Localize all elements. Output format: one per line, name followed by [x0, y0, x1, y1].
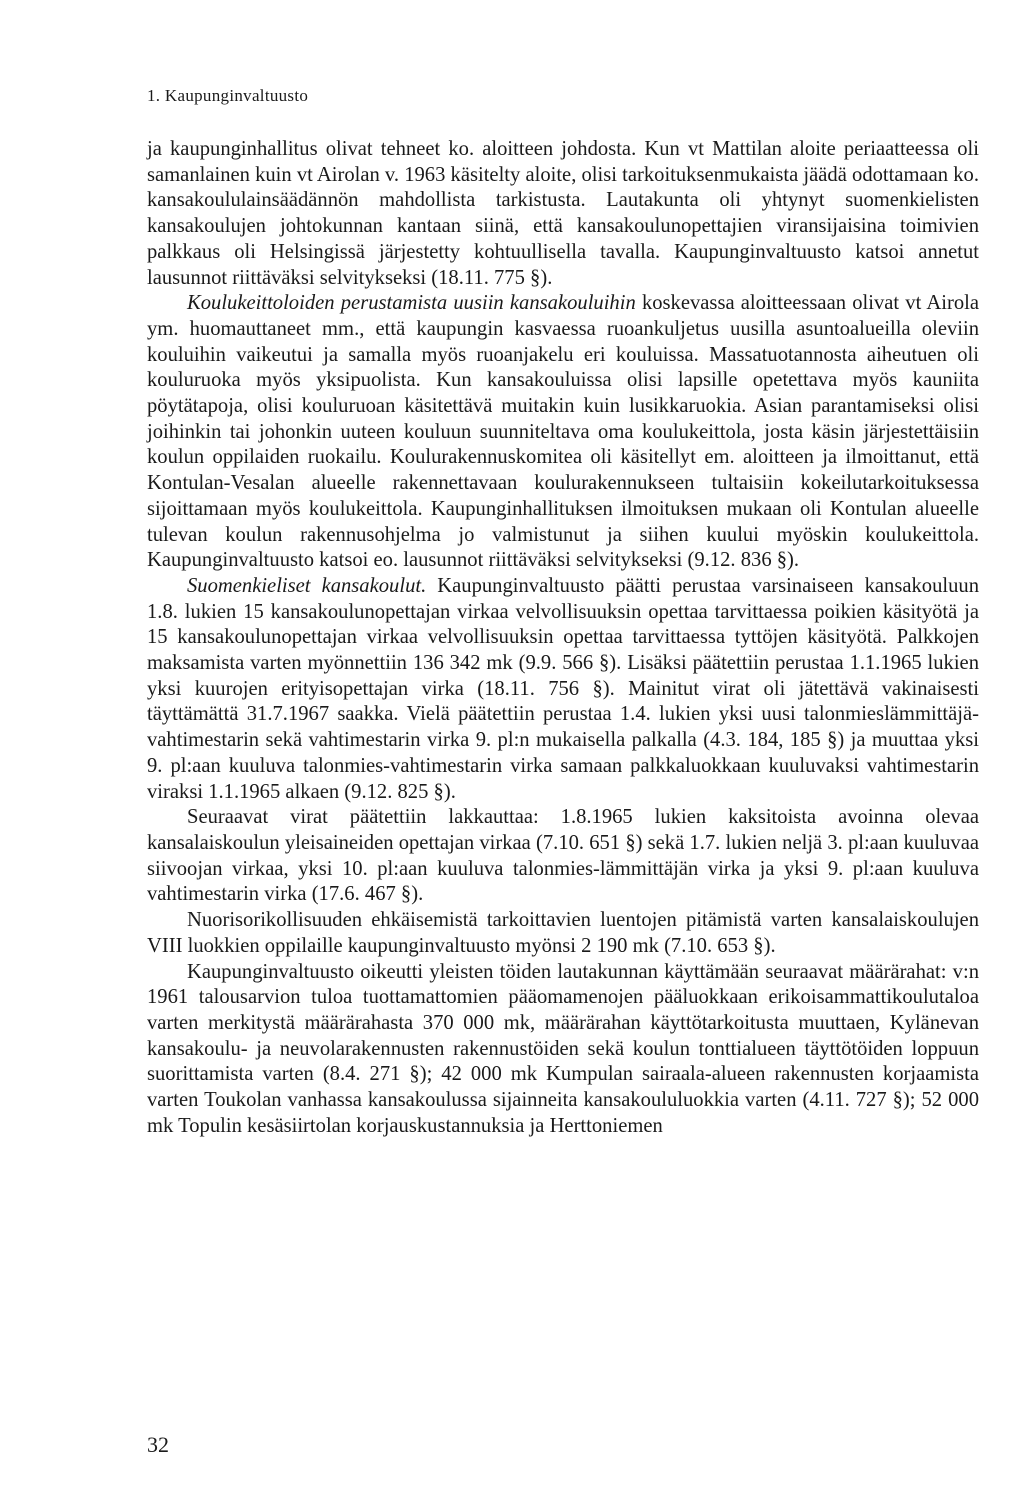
paragraph — [147, 291, 979, 574]
paragraph — [147, 574, 979, 805]
paragraph-text: Kaupunginvaltuusto päätti perustaa varsinaiseen kansakouluun 1.8. lukien 15 kansakoulunopettajan virkaa velvollisuuksin opettaa tarvittaessa poikien käsityötä ja 15 kansakoulunopettajan virkaa velvollisuuksin opettaa tarvittaessa tyttöjen käsityötä. Palkkojen maksamista varten myönnettiin 136 342 mk (9.9. 566 §). Lisäksi päätettiin perustaa 1.1.1965 lukien yksi kuurojen erityisopettajan virka (18.11. 756 §). Mainitut virat oli jätettävä vakinaisesti täyttämättä 31.7.1967 saakka. Vielä päätettiin perustaa 1.4. lukien yksi uusi talonmieslämmittäjä-vahtimestarin sekä vahtimestarin virka 9. pl:n mukaisella palkalla (4.3. 184, 185 §) ja muuttaa yksi 9. pl:aan kuuluva talonmies-vahtimestarin virka samaan palkkaluokkaan kuuluvaksi vahtimestarin viraksi 1.1.1965 alkaen (9.12. 825 §). — [147, 574, 979, 803]
paragraph — [147, 960, 979, 1140]
page-number: 32 — [147, 1432, 169, 1457]
section-heading: Suomenkieliset kansakoulut. — [187, 574, 427, 597]
paragraph — [147, 805, 979, 908]
body-text — [147, 137, 979, 1139]
paragraph-text: Nuorisorikollisuuden ehkäisemistä tarkoittavien luentojen pitämistä varten kansalaiskoulujen VIII luokkien oppilaille kaupunginvaltuusto myönsi 2 190 mk (7.10. 653 §). — [147, 909, 979, 957]
paragraph — [147, 908, 979, 959]
section-heading: Koulukeittoloiden perustamista uusiin kansakouluihin — [187, 292, 636, 315]
running-head: 1. Kaupunginvaltuusto — [147, 86, 309, 105]
paragraph-text: Kaupunginvaltuusto oikeutti yleisten töiden lautakunnan käyttämään seuraavat määrärahat: v:n 1961 talousarvion tuloa tuottamattomien pääomamenojen pääluokkaan erikoisammattikoulutaloa varten merkitystä määrärahasta 370 000 mk, määrärahan käyttötarkoitusta muuttaen, Kylänevan kansakoulu- ja neuvolarakennusten rakennustöiden sekä koulun tonttialueen täyttötöiden loppuun suorittamista varten (8.4. 271 §); 42 000 mk Kumpulan sairaala-alueen rakennusten korjaamista varten Toukolan vanhassa kansakoulussa sijainneita kansakoululuokkia varten (4.11. 727 §); 52 000 mk Topulin kesäsiirtolan korjauskustannuksia ja Herttoniemen — [147, 960, 979, 1137]
paragraph-text: ja kaupunginhallitus olivat tehneet ko. aloitteen johdosta. Kun vt Mattilan aloite periaatteessa oli samanlainen kuin vt Airolan v. 1963 käsitelty aloite, olisi tarkoituksenmukaista jäädä odottamaan ko. kansakoululainsäädännön mahdollista tarkistusta. Lautakunta oli yhtynyt suomenkielisten kansakoulujen johtokunnan kantaan siinä, että kansakoulunopettajien viransijaisina toimivien palkkaus oli Helsingissä järjestetty kohtuullisella tavalla. Kaupunginvaltuusto katsoi annetut lausunnot riittäväksi selvitykseksi (18.11. 775 §). — [147, 138, 979, 289]
paragraph-text: koskevassa aloitteessaan olivat vt Airola ym. huomauttaneet mm., että kaupungin kasvaessa ruoankuljetus uusilla asuntoalueilla oleviin kouluihin vaikeutui ja samalla myös ruoanjakelu eri kouluissa. Massatuotannosta aiheutuen oli kouluruoka myös yksipuolista. Kun kansakouluissa olisi lapsille opetettava myös kauniita pöytätapoja, olisi kouluruoan käsitettävä muitakin kuin lusikkaruokia. Asian parantamiseksi olisi joihinkin tai johonkin uuteen kouluun suunniteltava oma koulukeittola, josta käsin järjestettäisiin koulun oppilaiden ruokailu. Koulurakennuskomitea oli käsitellyt em. aloitteen ja ilmoittanut, että Kontulan-Vesalan alueelle rakennettavaan koulurakennukseen tultaisiin kokeilutarkoituksessa sijoittamaan myös koulukeittola. Kaupunginhallituksen ilmoituksen mukaan oli Kontulan alueelle tulevan koulun rakennusohjelma jo valmistunut ja siihen kuului myöskin koulukeittola. Kaupunginvaltuusto katsoi eo. lausunnot riittäväksi selvitykseksi (9.12. 836 §). — [147, 292, 979, 572]
paragraph-text: Seuraavat virat päätettiin lakkauttaa: 1.8.1965 lukien kaksitoista avoinna olevaa kansalaiskoulun yleisaineiden opettajan virkaa (7.10. 651 §) sekä 1.7. lukien neljä 3. pl:aan kuuluvaa siivoojan virkaa, yksi 10. pl:aan kuuluva talonmies-lämmittäjän virka ja yksi 9. pl:aan kuuluva vahtimestarin virka (17.6. 467 §). — [147, 806, 979, 906]
paragraph — [147, 137, 979, 291]
